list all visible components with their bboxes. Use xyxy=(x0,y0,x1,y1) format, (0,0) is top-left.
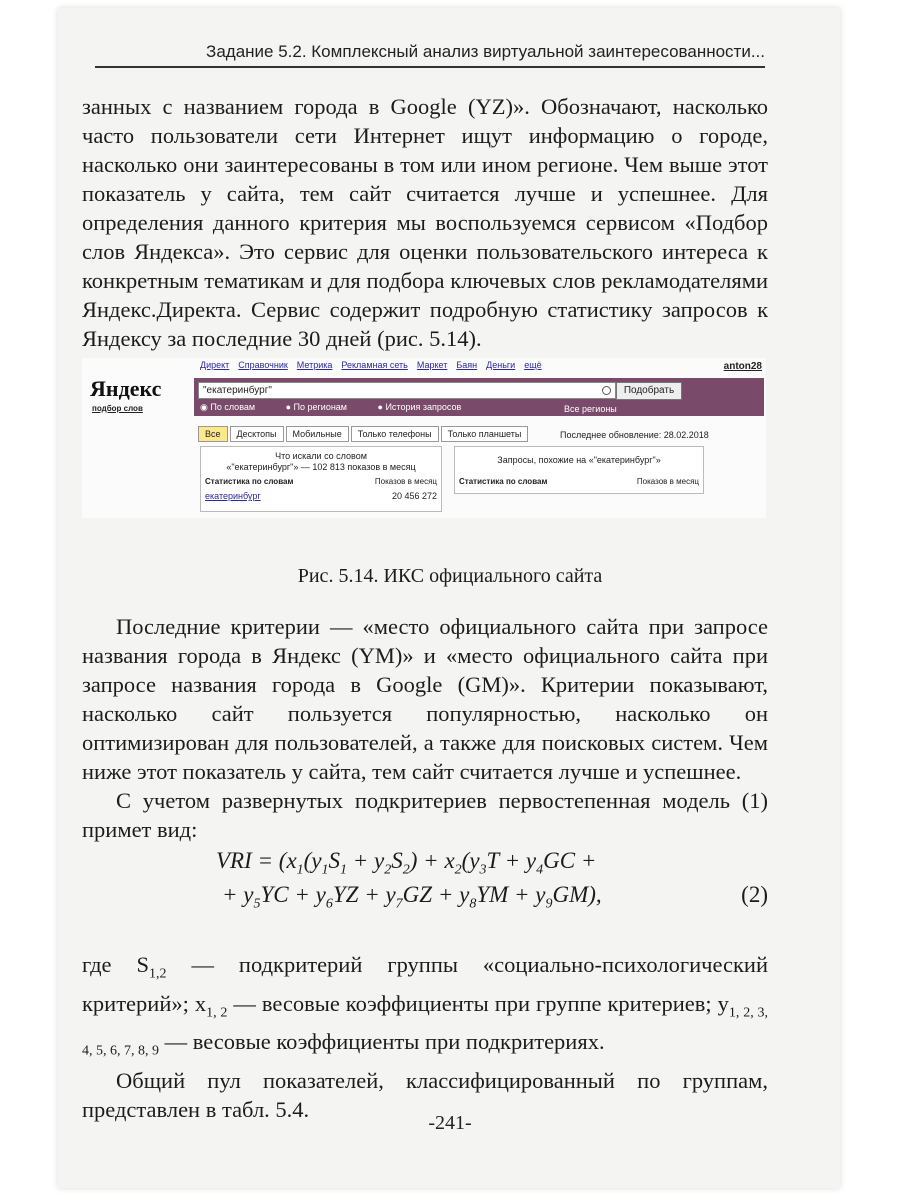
paragraph-2b-text: С учетом развернутых подкритериев первостепенная модель (1) примет вид: xyxy=(82,788,768,842)
yandex-wordstat-screenshot xyxy=(82,358,766,518)
tab-mobile[interactable]: Мобильные xyxy=(286,426,349,442)
nav-link[interactable]: Справочник xyxy=(238,360,288,370)
nav-link[interactable]: Маркет xyxy=(416,360,448,370)
paragraph-3-text: где $S_{1,2}$ — подкритерий группы «социально-психологический критерий»; $x_{1, 2}$ — весовые коэффициенты при группе критериев; $y_{1, 2, 3, 4, 5, 6, 7, 8, 9}$ — весовые коэффициенты при подкритериях. xyxy=(82,952,769,1059)
paragraph-2 xyxy=(82,612,768,844)
find-button[interactable]: Подобрать xyxy=(616,382,682,400)
searched-with-word-panel xyxy=(200,446,442,512)
nav-link[interactable]: ещё xyxy=(524,360,542,370)
nav-link[interactable]: Метрика xyxy=(296,360,333,370)
search-mode-radios xyxy=(200,402,489,413)
user-link[interactable]: anton28 xyxy=(723,361,762,372)
panel-columns: Статистика по словам Показов в месяц xyxy=(459,477,699,486)
panel-title: Запросы, похожие на «"екатеринбург"» xyxy=(497,455,661,465)
clear-icon[interactable] xyxy=(602,386,611,395)
yandex-logo[interactable]: Яндекс xyxy=(90,376,162,401)
panel-columns: Статистика по словам Показов в месяц xyxy=(205,477,437,486)
nav-link[interactable]: Баян xyxy=(456,360,478,370)
tab-tablets[interactable]: Только планшеты xyxy=(441,426,529,442)
paragraph-1-text: занных с названием города в Google (YZ)». Обозначают, насколько часто пользователи сети Интернет ищут информацию о городе, насколько они заинтересованы в том или ином регионе. Чем выше этот показатель у сайта, тем сайт считается лучше и успешнее. Для определения данного критерия мы воспользуемся сервисом «Подбор слов Яндекса». Это сервис для оценки пользовательского интереса к конкретным тематикам и для подбора ключевых слов рекламодателями Яндекс.Директа. Сервис содержит подробную статистику запросов к Яндексу за последние 30 дней (рис. 5.14). xyxy=(82,94,768,351)
page-number: -241- xyxy=(428,1112,472,1134)
panel-title: Что искали со словом «"екатеринбург"» — 102 813 показов в месяц xyxy=(226,451,416,472)
radio-by-words[interactable]: ◉ По словам xyxy=(200,402,256,412)
paragraph-3 xyxy=(82,950,768,1124)
nav-link[interactable]: Директ xyxy=(200,360,230,370)
figure-caption: Рис. 5.14. ИКС официального сайта xyxy=(297,565,603,587)
regions-selector[interactable]: Все регионы xyxy=(564,404,617,414)
nav-link[interactable]: Деньги xyxy=(486,360,516,370)
table-row xyxy=(205,491,437,501)
radio-by-regions[interactable]: ● По регионам xyxy=(285,402,347,412)
formula-line-1: VRI = ($x_1(y_1S_1 + y_2S_2) + x_2(y_3T + y_4GC$ + xyxy=(216,848,597,878)
last-updated: Последнее обновление: 28.02.2018 xyxy=(560,430,709,440)
shows-value: 20 456 272 xyxy=(391,491,437,501)
device-tabs xyxy=(198,426,530,442)
radio-history[interactable]: ● История запросов xyxy=(377,402,462,412)
tab-all[interactable]: Все xyxy=(198,426,228,442)
tab-desktops[interactable]: Десктопы xyxy=(230,426,284,442)
formula-line-2: + $y_5YC + y_6YZ + y_7GZ + y_8YM + y_9GM$), xyxy=(222,882,602,912)
formula-number: (2) xyxy=(741,882,768,907)
top-nav xyxy=(200,360,551,370)
paragraph-1 xyxy=(82,92,768,353)
word-link[interactable]: екатеринбург xyxy=(205,491,261,501)
paragraph-4-text: Общий пул показателей, классифицированный по группам, представлен в табл. 5.4. xyxy=(82,1067,768,1122)
search-input[interactable]: "екатеринбург" xyxy=(198,382,616,399)
paragraph-2-text: Последние критерии — «место официального сайта при запросе названия города в Яндекс (YM)» и «место официального сайта при запросе названия города в Google (GM)». Критерии показывают, насколько сайт пользуется популярностью, насколько он оптимизирован для пользователей, а также для поисковых систем. Чем ниже этот показатель у сайта, тем сайт считается лучше и успешнее. xyxy=(82,614,768,784)
running-header: Задание 5.2. Комплексный анализ виртуальной заинтересованности... xyxy=(95,42,765,68)
tab-phones[interactable]: Только телефоны xyxy=(351,426,439,442)
similar-queries-panel xyxy=(454,446,704,494)
service-link[interactable]: подбор слов xyxy=(92,404,143,413)
nav-link[interactable]: Рекламная сеть xyxy=(341,360,408,370)
